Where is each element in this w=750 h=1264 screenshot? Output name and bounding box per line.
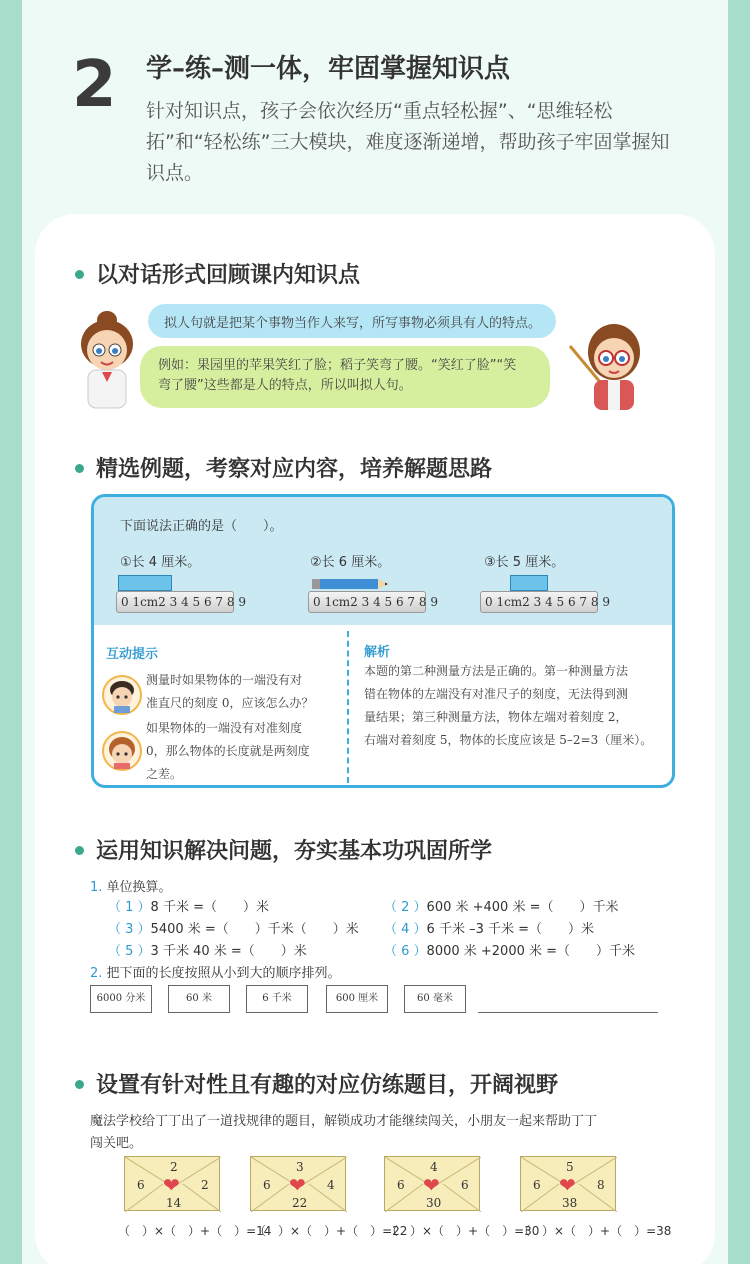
- teacher-avatar-icon: [566, 316, 652, 412]
- item-text: 600 米 +400 米 =（ ）千米: [426, 900, 619, 915]
- section-heading-text: 精选例题，考察对应内容，培养解题思路: [96, 457, 493, 482]
- hint-line: 如果物体的一端没有对准刻度: [146, 721, 303, 735]
- bullet-dot-icon: [75, 464, 84, 473]
- example-question: 下面说法正确的是（ ）。: [120, 519, 283, 534]
- page-description: 针对知识点，孩子会依次经历“重点轻松握”、“思维轻松拓”和“轻松练”三大模块，难度逐渐递增，帮助孩子牢固掌握知识点。: [146, 100, 670, 184]
- section-heading-text: 设置有针对性且有趣的对应仿练题目，开阔视野: [96, 1073, 559, 1098]
- section-heading-practice: [75, 834, 492, 865]
- item-text: 8000 米 +2000 米 =（ ）千米: [426, 944, 636, 959]
- practice-item-4: [384, 918, 594, 937]
- dialogue-text-2-line1: 例如：果园里的苹果笑红了脸；稻子笑弯了腰。“笑红了脸”“笑: [158, 358, 517, 373]
- practice-item-1: [108, 896, 269, 915]
- analysis-line: 错在物体的左端没有对准尺子的刻度，无法得到测: [364, 687, 629, 701]
- option-1: ①长 4 厘米。: [120, 555, 201, 570]
- item-text: 6 千米 –3 千米 =（ ）米: [426, 922, 595, 937]
- envelope-puzzle-4: [520, 1156, 616, 1211]
- measured-object-1: [118, 575, 172, 591]
- item-number: （ 1 ）: [108, 900, 151, 915]
- item-number: （ 2 ）: [384, 900, 427, 915]
- example-problem-box: [91, 494, 675, 788]
- item-number: （ 5 ）: [108, 944, 151, 959]
- option-3: ③长 5 厘米。: [484, 555, 565, 570]
- section-heading-challenge: [75, 1068, 558, 1099]
- practice-item-6: [384, 940, 635, 959]
- ruler-2: 0 1cm2 3 4 5 6 7 8 9: [308, 591, 426, 613]
- section-number: 2: [72, 48, 117, 122]
- challenge-intro-line1: 魔法学校给丁丁出了一道找规律的题目，解锁成功才能继续闯关，小朋友一起来帮助丁丁: [90, 1114, 598, 1129]
- envelope-puzzle-3: [384, 1156, 480, 1211]
- formula-2: （ ）×（ ）+（ ）=22: [254, 1224, 408, 1238]
- envelope-bottom-number: 22: [292, 1196, 308, 1210]
- envelope-right-number: 8: [597, 1178, 605, 1192]
- question-number: 2.: [90, 966, 103, 981]
- dashed-divider: [347, 631, 349, 783]
- hint-text-1: [146, 669, 313, 715]
- page-title: 学–练–测一体，牢固掌握知识点: [146, 54, 511, 84]
- ruler-3: 0 1cm2 3 4 5 6 7 8 9: [480, 591, 598, 613]
- item-number: （ 3 ）: [108, 922, 151, 937]
- question-2: [90, 962, 341, 981]
- heart-icon: ❤: [559, 1173, 576, 1197]
- envelope-puzzle-1: [124, 1156, 220, 1211]
- question-text: 单位换算。: [106, 880, 172, 895]
- section-heading-examples: [75, 452, 492, 483]
- analysis-line: 量结果；第三种测量方法，物体左端对着刻度 2，: [364, 710, 628, 724]
- bullet-dot-icon: [75, 846, 84, 855]
- practice-item-2: [384, 896, 619, 915]
- envelope-right-number: 4: [327, 1178, 335, 1192]
- analysis-title: 解析: [364, 645, 391, 660]
- item-number: （ 4 ）: [384, 922, 427, 937]
- question-number: 1.: [90, 880, 103, 895]
- envelope-top-number: 5: [566, 1160, 574, 1174]
- question-text: 把下面的长度按照从小到大的顺序排列。: [106, 966, 341, 981]
- ruler-1: 0 1cm2 3 4 5 6 7 8 9: [116, 591, 234, 613]
- envelope-right-number: 2: [201, 1178, 209, 1192]
- analysis-text: [364, 660, 652, 752]
- analysis-line: 本题的第二种测量方法是正确的。第一种测量方法: [364, 664, 629, 678]
- envelope-puzzle-2: [250, 1156, 346, 1211]
- item-number: （ 6 ）: [384, 944, 427, 959]
- hint-title: 互动提示: [106, 647, 159, 662]
- hint-text-2: [146, 717, 310, 786]
- length-card-2: 60 米: [168, 985, 230, 1013]
- heart-icon: ❤: [423, 1173, 440, 1197]
- hint-line: 之差。: [146, 767, 183, 781]
- bullet-dot-icon: [75, 270, 84, 279]
- envelope-top-number: 3: [296, 1160, 304, 1174]
- hint-line: 0，那么物体的长度就是两刻度: [146, 744, 310, 758]
- dialogue-bubble-blue: [148, 304, 556, 338]
- envelope-left-number: 6: [397, 1178, 405, 1192]
- boy-avatar-icon: [102, 675, 142, 715]
- length-card-1: 6000 分米: [90, 985, 152, 1013]
- formula-1: （ ）×（ ）+（ ）=14: [118, 1224, 272, 1238]
- answer-line: [478, 1012, 658, 1013]
- envelope-bottom-number: 14: [166, 1196, 182, 1210]
- section-heading-text: 运用知识解决问题，夯实基本功巩固所学: [96, 839, 493, 864]
- practice-item-5: [108, 940, 307, 959]
- question-1: [90, 876, 172, 895]
- dialogue-bubble-green: [140, 346, 550, 408]
- item-text: 8 千米 =（ ）米: [150, 900, 269, 915]
- length-card-5: 60 毫米: [404, 985, 466, 1013]
- envelope-right-number: 6: [461, 1178, 469, 1192]
- envelope-bottom-number: 30: [426, 1196, 442, 1210]
- length-card-4: 600 厘米: [326, 985, 388, 1013]
- bullet-dot-icon: [75, 1080, 84, 1089]
- challenge-intro-line2: 闯关吧。: [90, 1136, 143, 1151]
- envelope-left-number: 6: [137, 1178, 145, 1192]
- measured-object-3: [510, 575, 548, 591]
- heart-icon: ❤: [163, 1173, 180, 1197]
- girl-avatar-icon: [102, 731, 142, 771]
- practice-item-3: [108, 918, 359, 937]
- dialogue-text-2-line2: 弯了腰”这些都是人的特点，所以叫拟人句。: [158, 378, 412, 393]
- formula-4: （ ）×（ ）+（ ）=38: [518, 1224, 672, 1238]
- envelope-top-number: 4: [430, 1160, 438, 1174]
- envelope-left-number: 6: [533, 1178, 541, 1192]
- length-card-3: 6 千米: [246, 985, 308, 1013]
- envelope-bottom-number: 38: [562, 1196, 578, 1210]
- envelope-top-number: 2: [170, 1160, 178, 1174]
- envelope-left-number: 6: [263, 1178, 271, 1192]
- dialogue-text-1: 拟人句就是把某个事物当作人来写，所写事物必须具有人的特点。: [164, 316, 542, 331]
- section-heading-dialogue: [75, 258, 360, 289]
- section-heading-text: 以对话形式回顾课内知识点: [96, 263, 361, 288]
- heart-icon: ❤: [289, 1173, 306, 1197]
- pencil-icon: [312, 577, 390, 591]
- analysis-line: 右端对着刻度 5，物体的长度应该是 5–2=3（厘米）。: [364, 733, 653, 747]
- item-text: 3 千米 40 米 =（ ）米: [150, 944, 307, 959]
- girl-student-avatar-icon: [74, 300, 140, 410]
- option-2: ②长 6 厘米。: [310, 555, 391, 570]
- item-text: 5400 米 =（ ）千米（ ）米: [150, 922, 359, 937]
- hint-line: 测量时如果物体的一端没有对: [146, 673, 303, 687]
- formula-3: （ ）×（ ）+（ ）=30: [386, 1224, 540, 1238]
- hint-line: 准直尺的刻度 0，应该怎么办？: [146, 696, 314, 710]
